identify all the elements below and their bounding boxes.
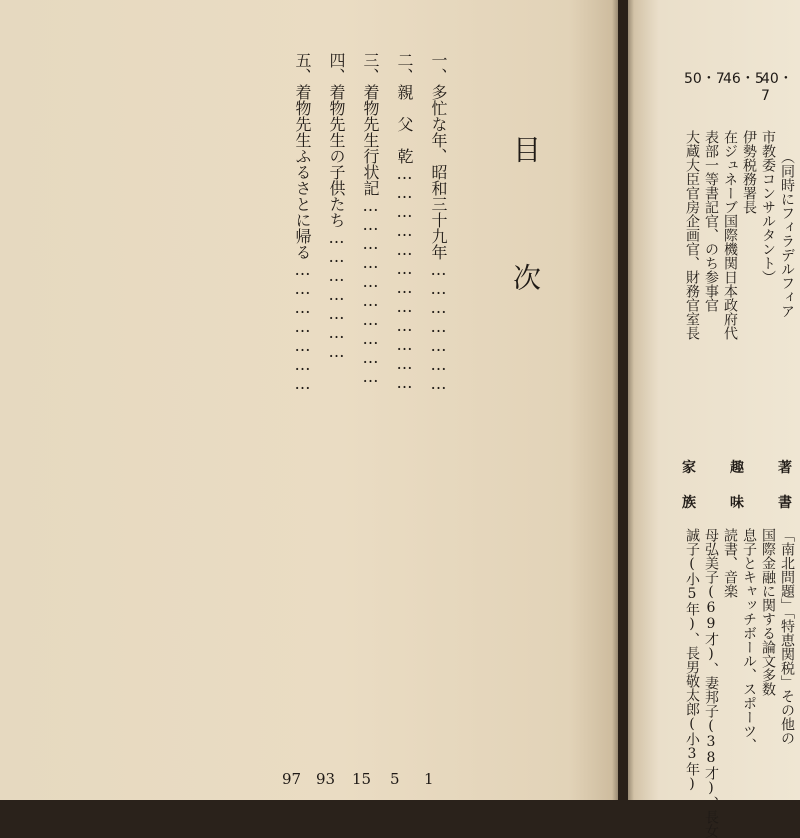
toc-title-char-2: 次 [509,263,542,291]
toc-entry-text: 着物先生ふるさとに帰る [293,84,312,260]
family-line-1: 母弘美子(69才)、妻邦子(38才)、長女 [703,528,719,838]
hobby-line-2: 読書、音楽 [722,528,738,598]
toc-entry-1 [428,52,448,393]
toc-leader-dots: ……………………………… [395,164,414,392]
toc-entry-number: 二、 [395,52,414,84]
label-family-2: 族 [682,495,696,511]
books-line-1: 「南北問題」「特恵関税」その他の [779,528,795,745]
toc-entry-text: 親 父 乾 [395,84,414,164]
toc-entry-4 [326,52,346,361]
toc-entry-number: 五、 [293,52,312,84]
toc-entry-text: 多忙な年、昭和三十九年 [429,84,448,260]
label-books-2: 書 [778,495,792,511]
career-line-6: 大蔵大臣官房企画官、財務官室長 [684,130,700,340]
date-3: 50・7 [684,71,725,87]
toc-leader-dots: ………………… [429,260,448,393]
toc-leader-dots: ………………… [327,228,346,361]
date-2: 46・5 [723,71,764,87]
toc-title-char-1: 目 [509,135,542,163]
toc-title [505,135,545,291]
toc-page-5: 97 [282,770,302,788]
toc-page-1: 1 [424,770,434,788]
career-line-4: 在ジュネーブ国際機関日本政府代 [722,130,738,340]
toc-page-2: 5 [390,770,400,788]
label-family-1: 家 [682,460,696,476]
toc-entry-number: 一、 [429,52,448,84]
toc-page-4: 93 [316,770,336,788]
label-hobby-2: 味 [730,495,744,511]
toc-entry-2 [394,52,414,392]
date-1: 40・7 [761,71,793,104]
toc-entry-text: 着物先生の子供たち [327,84,346,228]
toc-entry-text: 着物先生行状記 [361,84,380,196]
books-line-2: 国際金融に関する論文多数 [760,528,776,696]
family-line-2: 誠子(小5年)、長男敬太郎(小3年) [684,528,700,792]
toc-entry-number: 三、 [361,52,380,84]
career-line-1: （同時にフィラデルフィア [779,150,795,318]
toc-entry-number: 四、 [327,52,346,84]
toc-entry-3 [360,52,380,386]
toc-page-3: 15 [352,770,372,788]
hobby-line-1: 息子とキャッチボール、スポーツ、 [741,528,757,752]
career-line-2: 市教委コンサルタント） [760,130,776,284]
book-gutter [612,0,634,800]
career-line-5: 表部一等書記官、のち参事官 [703,130,719,312]
toc-leader-dots: ………………… [293,260,312,393]
toc-entry-5 [292,52,312,393]
career-line-3: 伊勢税務署長 [741,130,757,214]
label-books-1: 著 [778,460,792,476]
label-hobby-1: 趣 [730,460,744,476]
toc-leader-dots: ………………………… [361,196,380,386]
